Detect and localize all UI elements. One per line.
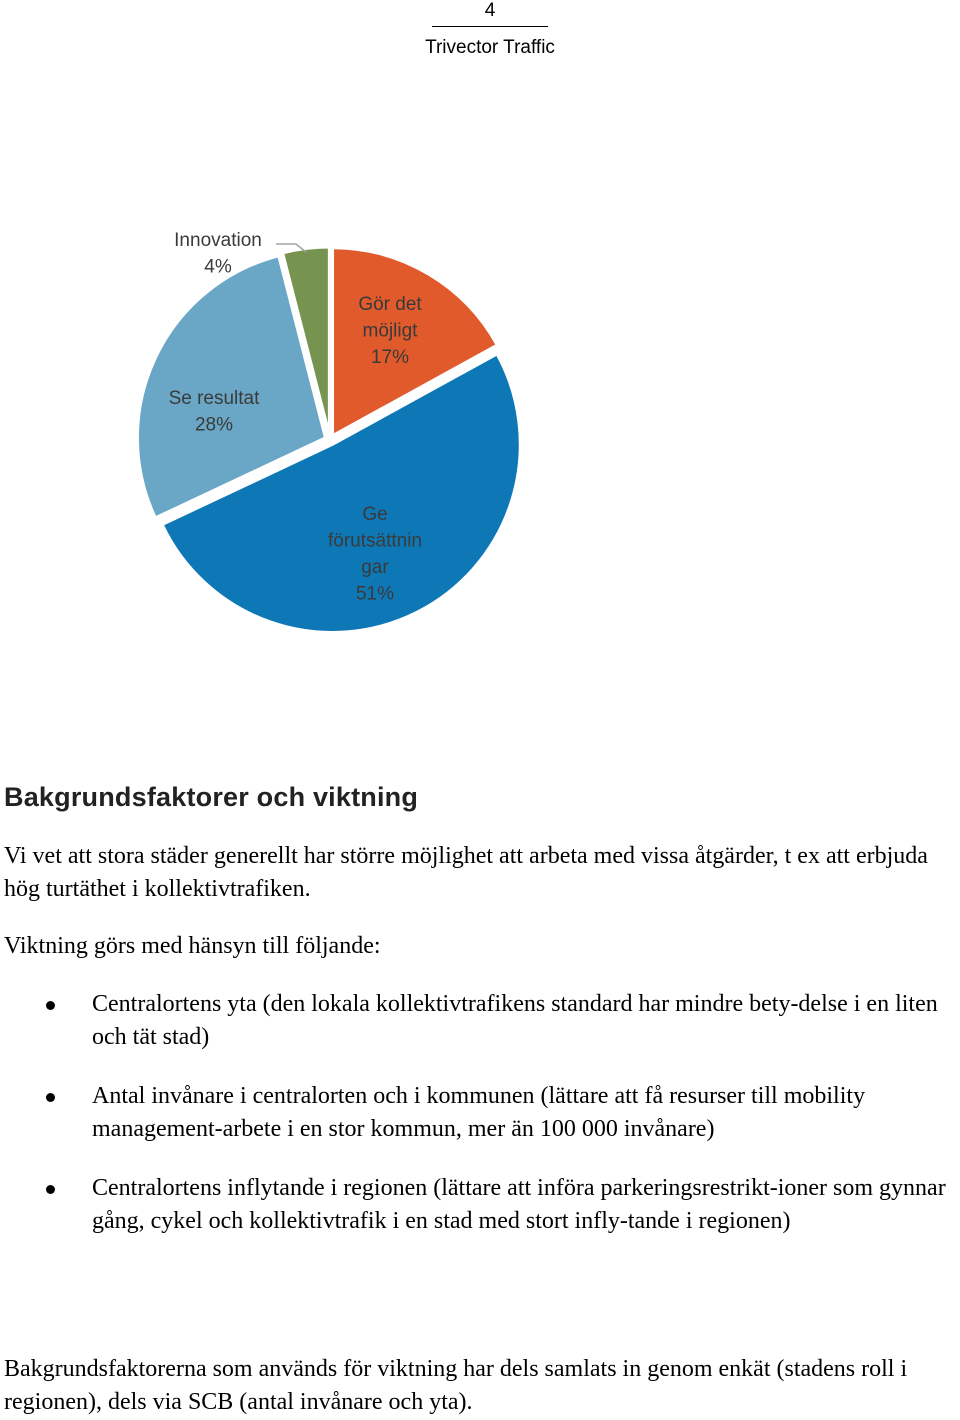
pie-slice-label: Innovation 4% — [174, 230, 262, 278]
paragraph-sources: Bakgrundsfaktorerna som används för viktning har dels samlats in genom enkät (stadens roll i regionen), dels via SCB (antal invånare och yta). — [4, 1356, 908, 1415]
bullet-dot-icon — [46, 1185, 55, 1194]
paragraph-intro: Vi vet att stora städer generellt har större möjlighet att arbeta med vissa åtgärder, t ex att erbjuda hög turtäthet i kollektivtrafiken. — [4, 843, 928, 902]
bullet-list — [0, 988, 960, 1264]
pie-slice-label: Gör det möjligt 17% — [358, 294, 422, 368]
bullet-text: Centralortens inflytande i regionen (lättare att införa parkeringsrestrikt-ioner som gynnar gång, cykel och kollektivtrafik i en stad med stort infly-tande i regionen) — [92, 1175, 946, 1234]
bullet-item — [0, 988, 952, 1054]
bullet-dot-icon — [46, 1001, 55, 1010]
bullet-item — [0, 1172, 952, 1238]
header-company: Trivector Traffic — [425, 37, 555, 58]
bullet-text: Centralortens yta (den lokala kollektivtrafikens standard har mindre bety-delse i en liten och tät stad) — [92, 991, 938, 1050]
section-heading: Bakgrundsfaktorer och viktning — [4, 782, 419, 812]
bullet-text: Antal invånare i centralorten och i kommunen (lättare att få resurser till mobility management-arbete i en stor kommun, mer än 100 000 invånare) — [92, 1083, 866, 1142]
bullet-item — [0, 1080, 952, 1146]
paragraph-weighting: Viktning görs med hänsyn till följande: — [4, 933, 381, 959]
page-number: 4 — [484, 0, 496, 21]
pie-slice-label: Se resultat 28% — [168, 388, 260, 436]
pie-slice-label: Ge förutsättnin gar 51% — [328, 504, 422, 605]
bullet-dot-icon — [46, 1093, 55, 1102]
